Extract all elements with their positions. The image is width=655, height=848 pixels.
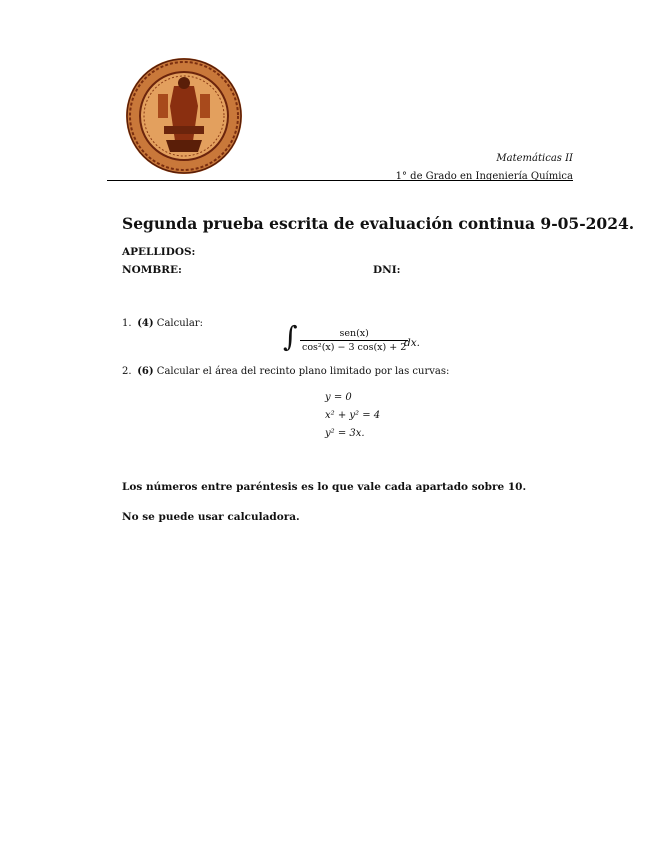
integrand-fraction [300, 328, 408, 353]
question-1 [122, 318, 203, 329]
exam-title: Segunda prueba escrita de evaluación continua 9-05-2024. [122, 214, 635, 233]
id-label: DNI: [373, 264, 401, 276]
curve-equation: y² = 3x. [325, 427, 365, 439]
curve-equations [325, 389, 380, 442]
grading-note: Los números entre paréntesis es lo que vale cada apartado sobre 10. [122, 481, 527, 493]
integral-sign: ∫ [283, 320, 298, 353]
question-number: 1. [122, 318, 132, 329]
curve-equation: x² + y² = 4 [325, 409, 381, 421]
integrand-numerator: sen(x) [339, 328, 369, 339]
course-name: 1° de Grado en Ingeniería Química [395, 170, 573, 182]
curve-equation: y = 0 [325, 392, 352, 403]
question-points: (6) [137, 366, 154, 377]
header-divider [107, 180, 573, 181]
name-label: NOMBRE: [122, 264, 182, 276]
subject-name: Matemáticas II [496, 153, 573, 164]
integral-differential: dx. [404, 337, 420, 349]
calculator-note: No se puede usar calculadora. [122, 511, 300, 523]
surname-label: APELLIDOS: [122, 246, 196, 258]
question-2 [122, 366, 449, 377]
question-text: Calcular el área del recinto plano limitado por las curvas: [156, 366, 450, 377]
university-seal [124, 56, 244, 176]
integrand-denominator: cos²(x) − 3 cos(x) + 2 [302, 342, 407, 353]
question-number: 2. [122, 366, 132, 377]
question-points: (4) [137, 318, 154, 329]
question-text: Calcular: [156, 318, 203, 329]
